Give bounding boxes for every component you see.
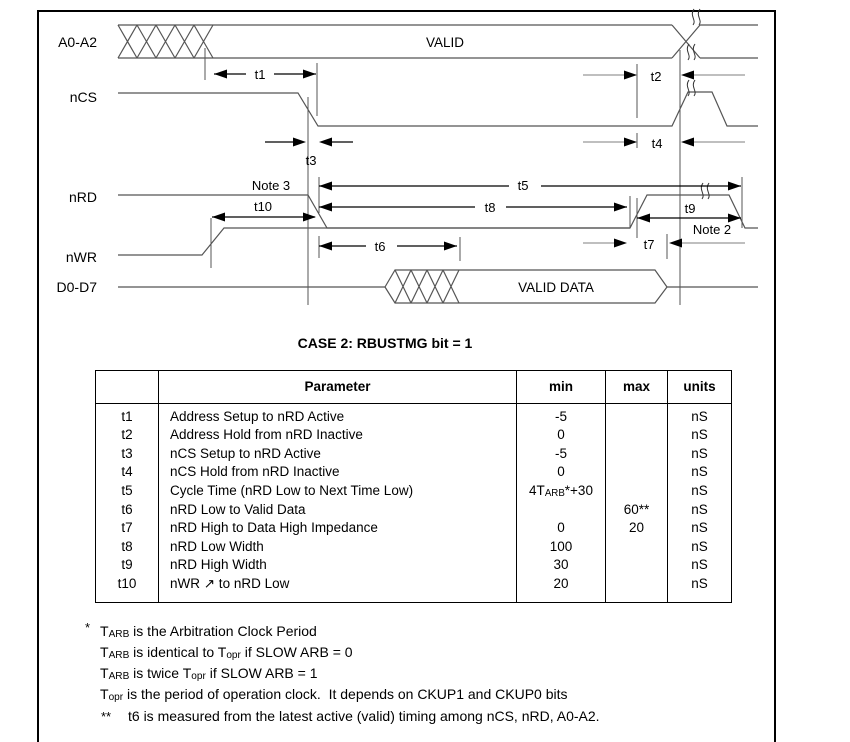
signal-label-nwr: nWR xyxy=(65,249,97,265)
cell-param: nRD Low to Valid Data xyxy=(159,500,517,519)
cell-sym: t7 xyxy=(121,520,133,536)
signal-labels xyxy=(57,34,98,295)
spacer-cell xyxy=(517,593,606,602)
cell-min: 0 xyxy=(517,519,606,538)
cell-sym: t10 xyxy=(117,576,137,592)
table-row xyxy=(96,500,732,519)
dim-label-t8: t8 xyxy=(484,200,496,215)
cell-min: 20 xyxy=(517,575,606,594)
cell-max xyxy=(606,463,668,482)
footnote-line xyxy=(88,706,600,727)
dimension-arrowheads xyxy=(212,70,741,251)
cell-units: nS xyxy=(668,519,732,538)
header-max: max xyxy=(606,371,668,404)
timing-diagram xyxy=(0,0,850,332)
cell-min: 30 xyxy=(517,556,606,575)
dim-label-t1: t1 xyxy=(254,67,266,82)
signal-label-ncs: nCS xyxy=(69,89,97,105)
table-row xyxy=(96,463,732,482)
cell-sym: t9 xyxy=(121,557,133,573)
footnotes xyxy=(85,620,600,727)
spacer-row xyxy=(96,593,732,602)
cell-units: nS xyxy=(668,538,732,557)
cell-param: Address Setup to nRD Active xyxy=(159,408,517,427)
table-row xyxy=(96,575,732,594)
spacer-cell xyxy=(96,593,159,602)
dim-label-t2: t2 xyxy=(650,69,662,84)
cell-sym: t3 xyxy=(121,445,133,461)
cell-sym: t2 xyxy=(121,427,133,443)
cell-min xyxy=(517,500,606,519)
cell-units: nS xyxy=(668,482,732,501)
dim-label-t6: t6 xyxy=(374,239,386,254)
cell-min: $4T_{ARB}*+30$ xyxy=(517,482,606,501)
cell-param: nCS Hold from nRD Inactive xyxy=(159,463,517,482)
cell-min: -5 xyxy=(517,445,606,464)
cell-units: nS xyxy=(668,445,732,464)
dim-label-t10: t10 xyxy=(253,199,273,214)
footnote-line xyxy=(88,642,600,663)
dim-label-t7: t7 xyxy=(643,237,655,252)
cell-max xyxy=(606,482,668,501)
header-units: units xyxy=(668,371,732,404)
footnote-text: $T_{ARB}$ is identical to $T_{opr}$ if SLOW ARB = 0 xyxy=(100,644,353,661)
cell-max xyxy=(606,575,668,594)
footnote-text: $T_{ARB}$ is twice $T_{opr}$ if SLOW ARB = 1 xyxy=(100,665,318,682)
dim-label-t3: t3 xyxy=(305,153,317,168)
spacer-cell xyxy=(668,593,732,602)
cell-param: nCS Setup to nRD Active xyxy=(159,445,517,464)
d0d7-valid-data-label: VALID DATA xyxy=(518,280,594,295)
footnote-line xyxy=(85,620,600,642)
cell-sym: t6 xyxy=(121,501,133,517)
header-symbol xyxy=(96,371,159,404)
cell-units: nS xyxy=(668,426,732,445)
dim-label-t4: t4 xyxy=(651,136,663,151)
cell-max xyxy=(606,426,668,445)
note2-label: Note 2 xyxy=(692,222,732,237)
header-min: min xyxy=(517,371,606,404)
cell-units: nS xyxy=(668,408,732,427)
table-title: CASE 2: RBUSTMG bit = 1 xyxy=(297,335,473,351)
cell-sym: t5 xyxy=(121,483,133,499)
table-row xyxy=(96,445,732,464)
signal-label-nrd: nRD xyxy=(68,189,97,205)
table-row xyxy=(96,556,732,575)
cell-sym: t1 xyxy=(121,408,133,424)
cell-min: -5 xyxy=(517,408,606,427)
timing-parameters-table xyxy=(95,370,732,603)
cell-min: 100 xyxy=(517,538,606,557)
d0d7-bus-trace xyxy=(118,270,758,303)
note3-label: Note 3 xyxy=(251,178,291,193)
cell-units: nS xyxy=(668,556,732,575)
table-row xyxy=(96,538,732,557)
footnote-marker: * xyxy=(85,620,91,635)
cell-max: 60** xyxy=(606,500,668,519)
dim-label-t5: t5 xyxy=(517,178,529,193)
break-marks xyxy=(687,9,709,199)
cell-units: nS xyxy=(668,500,732,519)
ncs-trace xyxy=(118,92,758,126)
cell-min: 0 xyxy=(517,463,606,482)
table-row xyxy=(96,482,732,501)
spacer-cell xyxy=(159,593,517,602)
cell-sym: t8 xyxy=(121,538,133,554)
table-row xyxy=(96,519,732,538)
cell-param: nRD High to Data High Impedance xyxy=(159,519,517,538)
cell-sym: t4 xyxy=(121,464,133,480)
cell-param: nRD High Width xyxy=(159,556,517,575)
a0a2-valid-label: VALID xyxy=(425,35,465,50)
nrd-trace xyxy=(118,195,758,228)
table-row xyxy=(96,408,732,427)
table-row xyxy=(96,426,732,445)
cell-max xyxy=(606,556,668,575)
cell-param: nRD Low Width xyxy=(159,538,517,557)
header-parameter: Parameter xyxy=(159,371,517,404)
edge-ticks xyxy=(205,48,742,268)
footnote-marker: ** xyxy=(101,709,112,724)
spacer-cell xyxy=(606,593,668,602)
cell-param: Cycle Time (nRD Low to Next Time Low) xyxy=(159,482,517,501)
cell-max xyxy=(606,538,668,557)
table-header-row xyxy=(96,371,732,404)
footnote-text: $T_{opr}$ is the period of operation clock. It depends on CKUP1 and CKUP0 bits xyxy=(100,686,568,703)
footnote-text: $T_{ARB}$ is the Arbitration Clock Period xyxy=(100,623,317,640)
footnote-text: t6 is measured from the latest active (valid) timing among nCS, nRD, A0-A2. xyxy=(128,708,600,724)
signal-label-a0-a2: A0-A2 xyxy=(58,34,97,50)
signal-label-d0-d7: D0-D7 xyxy=(56,279,97,295)
footnote-line xyxy=(88,684,600,705)
cell-max: 20 xyxy=(606,519,668,538)
cell-units: nS xyxy=(668,463,732,482)
cell-param: nWR ↗ to nRD Low xyxy=(159,575,517,594)
cell-param: Address Hold from nRD Inactive xyxy=(159,426,517,445)
cell-max xyxy=(606,445,668,464)
cell-min: 0 xyxy=(517,426,606,445)
dim-label-t9: t9 xyxy=(684,201,696,216)
dimension-labels xyxy=(252,35,731,295)
guide-lines xyxy=(305,50,680,305)
cell-max xyxy=(606,408,668,427)
cell-units: nS xyxy=(668,575,732,594)
table-body xyxy=(96,404,732,603)
dimension-lines xyxy=(212,74,741,246)
footnote-line xyxy=(88,663,600,684)
